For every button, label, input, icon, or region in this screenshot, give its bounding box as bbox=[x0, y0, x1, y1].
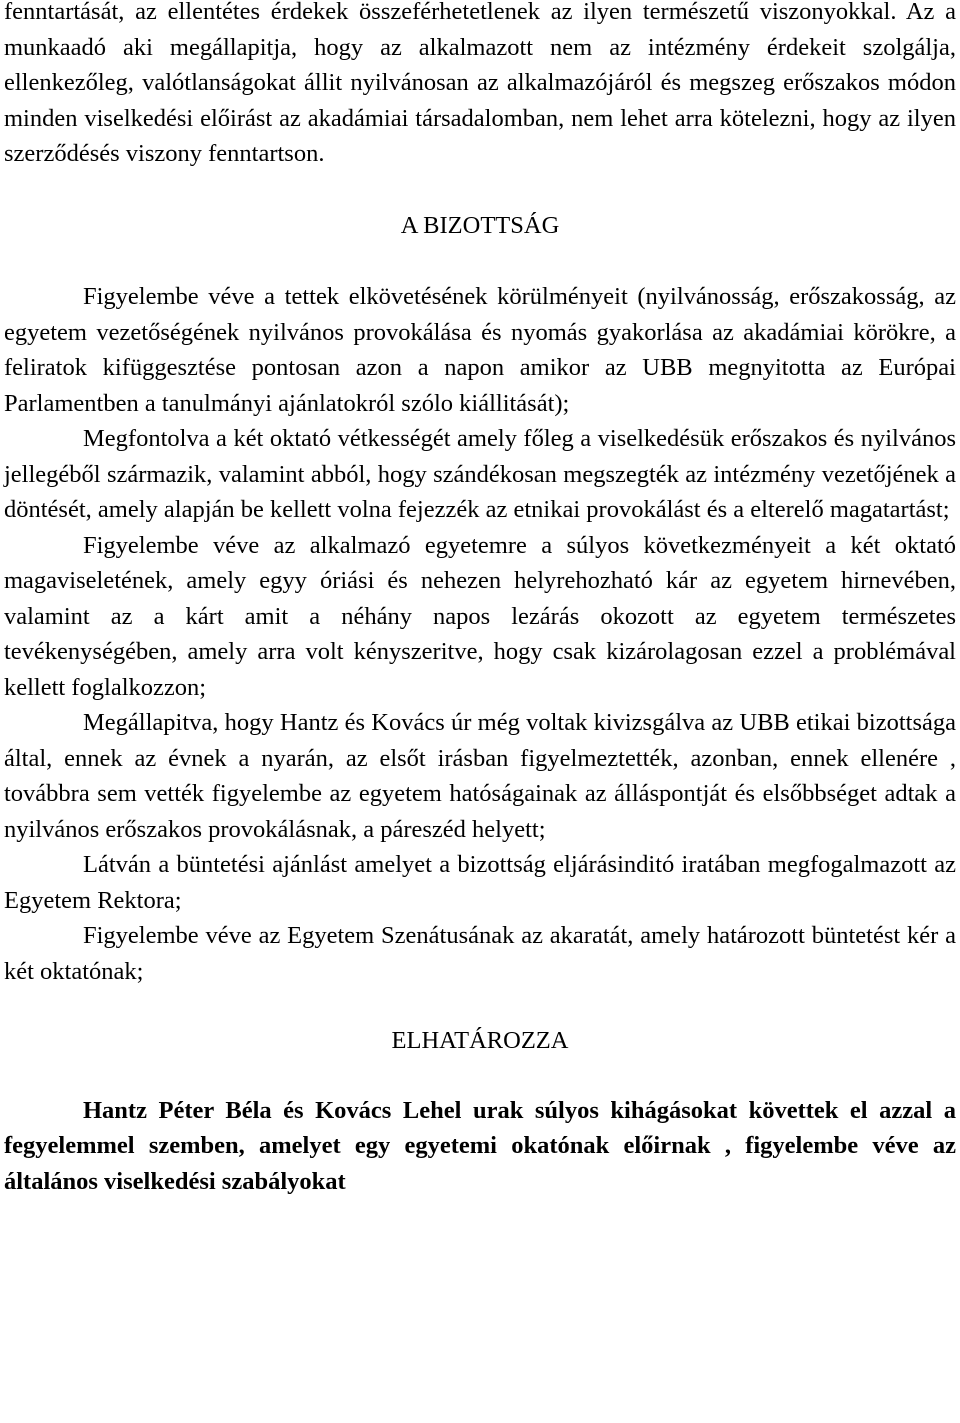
consideration-paragraph: Figyelembe véve az alkalmazó egyetemre a súlyos következményeit a két oktató magaviseletének, amely egyy óriási és nehezen helyrehozható kár az egyetem hirnevében, valamint az a kárt amit a néhány napos lezárás okozott az egyetem természetes tevékenységében, amely arra volt kényszeritve, hogy csak kizárolagosan ezzel a problémával kellett foglalkozzon; bbox=[4, 531, 956, 701]
consideration-paragraph: Megállapitva, hogy Hantz és Kovács úr még voltak kivizsgálva az UBB etikai bizottsága által, ennek az évnek a nyarán, az elsőt irásban figyelmeztették, azonban, ennek ellenére , továbbra sem vették figyelembe az egyetem hatóságainak az álláspontját és elsőbbséget adtak a nyilvános erőszakos provokálásnak, a páreszéd helyett; bbox=[4, 709, 956, 843]
document-page bbox=[4, 0, 956, 1199]
decision-paragraph: Hantz Péter Béla és Kovács Lehel urak súlyos kihágásokat követtek el azzal a fegyelemmel szemben, amelyet egy egyetemi okatónak előirnak , figyelembe véve az általános viselkedési szabályokat bbox=[4, 1096, 956, 1195]
consideration-paragraph: Figyelembe véve az Egyetem Szenátusának az akaratát, amely határozott büntetést kér a két oktatónak; bbox=[4, 922, 956, 985]
consideration-paragraph: Figyelembe véve a tettek elkövetésének körülményeit (nyilvánosság, erőszakosság, az egyetem vezetőségének nyilvános provokálása és nyomás gyakorlása az akadámiai körökre, a feliratok kifüggesztése pontosan azon a napon amikor az UBB megnyitotta az Európai Parlamentben a tanulmányi ajánlatokról szólo kiállitását); bbox=[4, 283, 956, 417]
heading-committee: A BIZOTTSÁG bbox=[400, 211, 560, 239]
heading-decides: ELHATÁROZZA bbox=[391, 1027, 569, 1054]
opening-paragraph: fenntartását, az ellentétes érdekek összeférhetetlenek az ilyen természetű viszonyokkal. Az a munkaadó aki megállapitja, hogy az alkalmazott nem az intézmény érdekeit szolgálja, ellenkezőleg, valótlanságokat állit nyilvánosan az alkalmazójáról és megszeg erőszakos módon minden viselkedési előirást az akadámiai társadalomban, nem lehet arra kötelezni, hogy az ilyen szerződésés viszony fenntartson. bbox=[4, 0, 956, 167]
consideration-paragraph: Látván a büntetési ajánlást amelyet a bizottság eljárásinditó iratában megfogalmazott az Egyetem Rektora; bbox=[4, 851, 956, 914]
consideration-paragraph: Megfontolva a két oktató vétkességét amely főleg a viselkedésük erőszakos és nyilvános jellegéből származik, valamint abból, hogy szándékosan megszegték az intézmény vezetőjének a döntését, amely alapján be kellett volna fejezzék az etnikai provokálást és a elterelő magatartást; bbox=[4, 425, 956, 523]
